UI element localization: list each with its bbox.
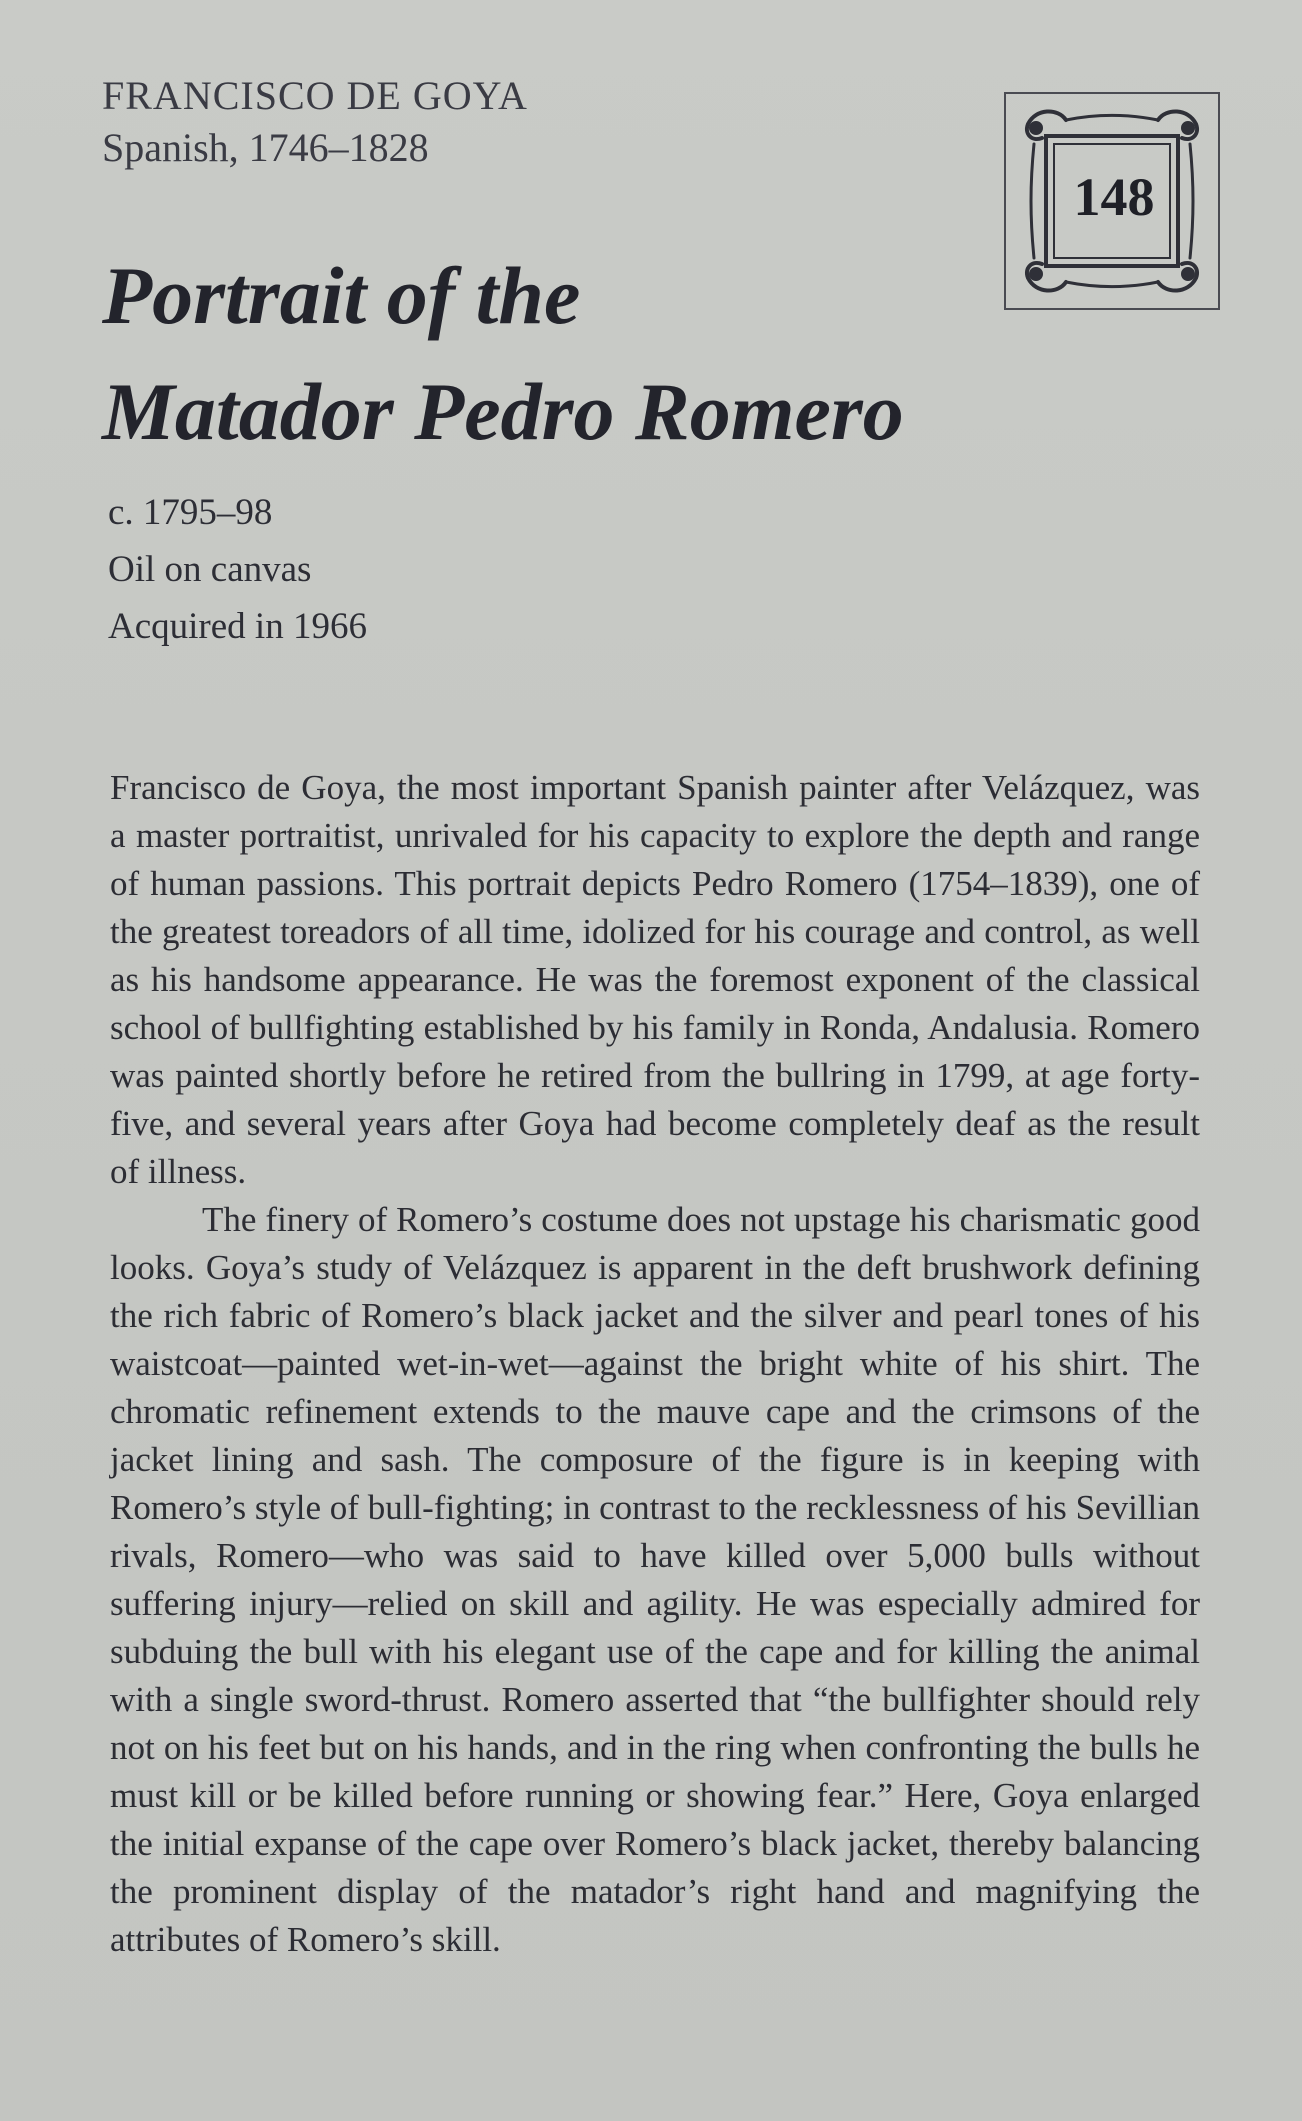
artwork-title-line-1: Portrait of the [102,250,581,341]
artwork-date: c. 1795–98 [108,492,273,533]
artist-name: FRANCISCO DE GOYA [102,73,528,118]
artwork-description [110,764,1200,1964]
artwork-title-line-2: Matador Pedro Romero [102,366,904,457]
artwork-medium: Oil on canvas [108,549,312,590]
artist-nationality-dates: Spanish, 1746–1828 [102,125,429,170]
catalog-number: 148 [1073,167,1155,227]
acquisition-info: Acquired in 1966 [108,606,367,647]
description-paragraph-2: The finery of Romero’s costume does not upstage his charismatic good looks. Goya’s study of Velázquez is apparent in the deft brushwork defining the rich fabric of Romero’s black jacket and the silver and pearl tones of his waistcoat—painted wet-in-wet—against the bright white of his shirt. The chromatic refinement extends to the mauve cape and the crimsons of the jacket lining and sash. The composure of the figure is in keeping with Romero’s style of bull-fighting; in contrast to the recklessness of his Sevillian rivals, Romero—who was said to have killed over 5,000 bulls without suffering injury—relied on skill and agility. He was especially admired for subduing the bull with his elegant use of the cape and for killing the animal with a single sword-thrust. Romero asserted that “the bullfighter should rely not on his feet but on his hands, and in the ring when confronting the bulls he must kill or be killed before running or showing fear.” Here, Goya enlarged the initial expanse of the cape over Romero’s black jacket, thereby balancing the prominent display of the matador’s right hand and magnifying the attributes of Romero’s skill. [110,1200,1200,1959]
description-paragraph-1: Francisco de Goya, the most important Spanish painter after Velázquez, was a master portraitist, unrivaled for his capacity to explore the depth and range of human passions. This portrait depicts Pedro Romero (1754–1839), one of the greatest toreadors of all time, idolized for his courage and control, as well as his handsome appearance. He was the foremost exponent of the classical school of bullfighting established by his family in Ronda, Andalusia. Romero was painted shortly before he retired from the bullring in 1799, at age forty-five, and several years after Goya had become completely deaf as the result of illness. [110,768,1200,1191]
catalog-number-badge [1004,92,1220,310]
artwork-details [108,484,367,655]
artwork-title [102,238,1002,470]
